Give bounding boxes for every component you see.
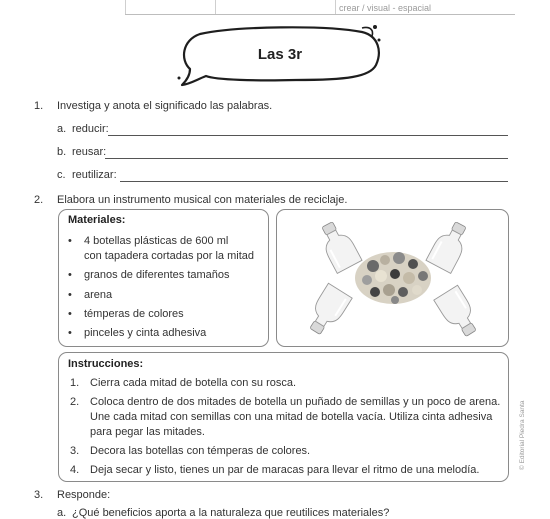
item-label: reutilizar: — [72, 169, 117, 181]
header-rule — [125, 14, 515, 15]
item-letter: b. — [57, 146, 67, 158]
material-item: granos de diferentes tamaños — [84, 269, 230, 281]
bullet-icon: • — [68, 235, 72, 247]
item-letter: c. — [57, 169, 66, 181]
step-text: Decora las botellas con témperas de colores. — [90, 445, 311, 457]
answer-line-reusar[interactable] — [105, 158, 508, 159]
step-text: Une cada mitad con semillas con una mitad de botella vacía. Utiliza cinta adhesiva — [90, 411, 493, 423]
page-title: Las 3r — [257, 46, 303, 63]
item-label: reducir: — [72, 123, 109, 135]
step-text: Deja secar y listo, tienes un par de maracas para llevar el ritmo de una melodía. — [90, 464, 480, 476]
instructions-title: Instrucciones: — [68, 358, 144, 370]
bullet-icon: • — [68, 289, 72, 301]
header-divider — [125, 0, 126, 14]
materials-title: Materiales: — [68, 214, 126, 226]
header-divider — [335, 0, 336, 14]
material-item: pinceles y cinta adhesiva — [84, 327, 207, 339]
step-text: Cierra cada mitad de botella con su rosca. — [90, 377, 297, 389]
header-divider — [215, 0, 216, 14]
maracas-illustration — [277, 210, 508, 346]
step-number: 4. — [70, 464, 80, 476]
question-text: ¿Qué beneficios aporta a la naturaleza que reutilices materiales? — [72, 507, 390, 519]
material-item: arena — [84, 289, 113, 301]
step-number: 3. — [70, 445, 80, 457]
publisher-credit: © Editorial Piedra Santa — [519, 400, 526, 470]
step-text: para pegar las mitades. — [90, 426, 205, 438]
answer-line-reutilizar[interactable] — [120, 181, 508, 182]
question-prompt: Elabora un instrumento musical con materiales de reciclaje. — [57, 194, 348, 206]
item-letter: a. — [57, 507, 67, 519]
bullet-icon: • — [68, 269, 72, 281]
bullet-icon: • — [68, 327, 72, 339]
question-prompt: Investiga y anota el significado las palabras. — [57, 100, 273, 112]
question-number: 3. — [34, 489, 44, 501]
answer-line-reducir[interactable] — [108, 135, 508, 136]
material-item: con tapadera cortadas por la mitad — [84, 250, 254, 262]
item-letter: a. — [57, 123, 67, 135]
item-label: reusar: — [72, 146, 107, 158]
bullet-icon: • — [68, 308, 72, 320]
question-prompt: Responde: — [57, 489, 111, 501]
material-item: témperas de colores — [84, 308, 184, 320]
step-text: Coloca dentro de dos mitades de botella un puñado de semillas y un poco de arena. — [90, 396, 501, 408]
question-number: 2. — [34, 194, 44, 206]
step-number: 2. — [70, 396, 80, 408]
question-number: 1. — [34, 100, 44, 112]
step-number: 1. — [70, 377, 80, 389]
header-subtitle: crear / visual - espacial — [339, 3, 432, 13]
material-item: 4 botellas plásticas de 600 ml — [84, 235, 229, 247]
seeds-pile — [355, 252, 431, 304]
